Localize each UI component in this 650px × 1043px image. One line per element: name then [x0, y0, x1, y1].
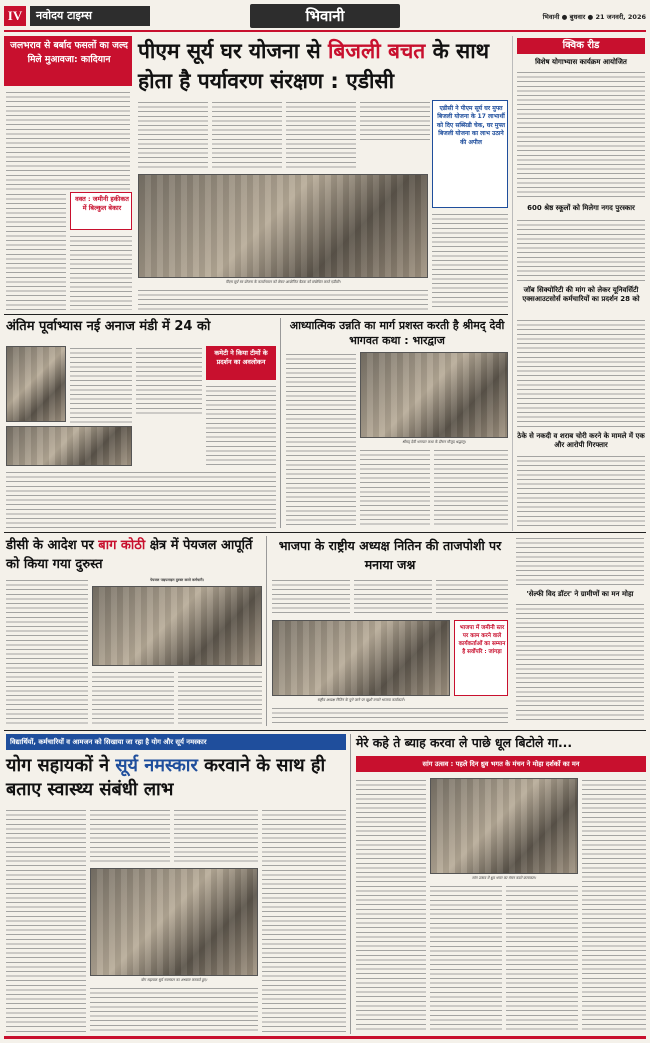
- footer-rule: [4, 1036, 646, 1039]
- masthead: [0, 0, 650, 34]
- bhagwat-body-col2: [360, 448, 430, 528]
- lead-headline-part2: के साथ होता है पर्यावरण संरक्षण : एडीसी: [138, 39, 490, 93]
- dc-photo-caption: पेयजल पाइपलाइन दुरुस्त करते कर्मचारी।: [150, 578, 204, 582]
- column-divider-1: [280, 318, 281, 528]
- bhagwat-photo-caption: श्रीमद् देवी भागवत कथा के दौरान मौजूद श्रद्धालु।: [402, 440, 466, 444]
- yoga-body-col2: [90, 808, 170, 864]
- saang-body-col4: [582, 778, 646, 1032]
- quick-read-title: क्विक रीड: [517, 38, 645, 54]
- dc-headline-part1: डीसी के आदेश पर: [6, 538, 99, 553]
- left-inset-headline: वक्त : जमीनी हकीकत में बिल्कुल बेकार: [75, 195, 129, 212]
- section-rule-3: [4, 730, 646, 731]
- bjp-headline: भाजपा के राष्ट्रीय अध्यक्ष नितिन की ताजपोशी पर मनाया जश्न: [278, 538, 502, 572]
- yoga-photo-caption: योग सहायक सूर्य नमस्कार का अभ्यास करवाते हुए।: [140, 978, 208, 982]
- yoga-body-col1: [6, 808, 86, 1032]
- quick-read-body2: [517, 218, 645, 282]
- dc-photo: [92, 586, 262, 666]
- yoga-photo: [90, 868, 258, 976]
- quick-read-item1: विशेष योगाभ्यास कार्यक्रम आयोजित: [535, 58, 627, 66]
- saang-subhead-bar: [356, 756, 646, 772]
- dc-body-col2: [92, 670, 174, 724]
- lead-photo: [138, 174, 428, 278]
- lead-body-col2: [212, 100, 282, 170]
- yoga-body-col4: [174, 808, 258, 864]
- yoga-headline: [6, 754, 346, 802]
- dc-body-col1: [6, 578, 88, 724]
- bhagwat-photo: [360, 352, 508, 438]
- section-rule-1: [4, 314, 508, 315]
- column-divider-3: [350, 734, 351, 1034]
- mandi-inset-box: [206, 346, 276, 380]
- yoga-kicker: विद्यार्थियों, कर्मचारियों व आमजन को सिखाया जा रहा है योग और सूर्य नमस्कार: [10, 738, 207, 746]
- left-inset-box: [70, 192, 132, 230]
- bjp-body-col1: [272, 578, 350, 616]
- lead-body-col1: [138, 100, 208, 170]
- quick-read-body4: [517, 454, 645, 528]
- saang-headline: मेरे कहे ते ब्याह करवा ले पाछे धूल बिटोले गा...: [356, 735, 573, 750]
- yoga-headline-part2: करवाने के साथ ही बताए स्वास्थ्य संबंधी लाभ: [6, 755, 326, 800]
- page-date: भिवानी ● बुधवार ● 21 जनवरी, 2026: [542, 13, 646, 21]
- yoga-headline-part1: योग सहायकों ने: [6, 755, 116, 776]
- bjp-body-bottom: [272, 706, 508, 726]
- quick-read-item3: जॉब सिक्योरिटी की मांग को लेकर यूनिवर्सिटी एक्सआउटसोर्स कर्मचारियों का प्रदर्शन 28 को: [522, 286, 640, 303]
- bhagwat-body-col1: [286, 352, 356, 528]
- lead-inset-box: [432, 100, 508, 208]
- mandi-body-col2: [136, 346, 202, 414]
- lead-body-col6: [138, 288, 428, 310]
- mandi-headline: अंतिम पूर्वाभ्यास नई अनाज मंडी में 24 को: [6, 319, 211, 334]
- saang-subhead: सांग उत्सव : पहले दिन ध्रुव भगत के मंचन ने मोहा दर्शकों का मन: [422, 760, 580, 768]
- quick-read-body1: [517, 70, 645, 200]
- masthead-rule: [4, 30, 646, 32]
- saang-body-col3: [506, 884, 578, 1032]
- quick-read-body3: [517, 318, 645, 428]
- left-story-headline-box: [4, 36, 132, 86]
- quick-read-body5: [516, 536, 644, 586]
- left-story-body: [6, 90, 130, 190]
- bjp-body-col3: [436, 578, 508, 616]
- saang-body-col2: [430, 884, 502, 1032]
- lead-body-col4: [360, 100, 430, 140]
- mandi-photo-small: [6, 346, 66, 422]
- lead-photo-caption: पीएम सूर्य घर योजना के कार्यान्वयन को लेकर आयोजित बैठक को संबोधित करते एडीसी।: [225, 280, 341, 284]
- bhagwat-body-col3: [434, 448, 508, 528]
- yoga-headline-highlight: सूर्य नमस्कार: [115, 755, 198, 776]
- section-title: भिवानी: [250, 4, 400, 28]
- saang-photo-caption: सांग उत्सव में ध्रुव भगत का मंचन करते कलाकार।: [472, 876, 536, 880]
- lead-headline: [138, 36, 508, 96]
- yoga-kicker-bar: [6, 734, 346, 750]
- bjp-inset-headline: भाजपा में जमीनी स्तर पर काम करने वाले कार्यकर्ताओं का सम्मान है सर्वोपरि : जांगड़ा: [458, 625, 506, 655]
- column-divider-2: [266, 536, 267, 726]
- dc-body-col3: [178, 670, 262, 724]
- quick-read-item2: 600 श्रेष्ठ स्कूलों को मिलेगा नगद पुरस्कार: [527, 204, 635, 212]
- quick-read-item4: ठेके से नकदी व शराब चोरी करने के मामले में एक और आरोपी गिरफ्तार: [517, 432, 645, 449]
- bjp-body-col2: [354, 578, 432, 616]
- quick-read-item5: 'सेल्फी विद डॉटर' ने ग्रामीणों का मन मोहा: [526, 590, 634, 598]
- quick-read-body6: [516, 602, 644, 722]
- paper-name: नवोदय टाइम्स: [30, 6, 150, 26]
- lead-headline-highlight: बिजली बचत: [327, 39, 426, 63]
- bhagwat-headline: आध्यात्मिक उन्नति का मार्ग प्रशस्त करती है श्रीमद् देवी भागवत कथा : भारद्वाज: [289, 319, 505, 347]
- bjp-photo: [272, 620, 450, 696]
- saang-photo: [430, 778, 578, 874]
- mandi-body-col3: [206, 384, 276, 466]
- left-story-body-2: [6, 192, 66, 310]
- yoga-body-col3: [90, 986, 258, 1032]
- dc-headline: [6, 536, 262, 574]
- left-story-body-3: [70, 234, 132, 310]
- yoga-body-col5: [262, 808, 346, 1032]
- left-story-headline: जलभराव से बर्बाद फसलों का जल्द मिले मुआवजा: कादियान: [10, 40, 128, 65]
- lead-headline-part1: पीएम सूर्य घर योजना से: [138, 39, 328, 63]
- quick-read-column: [512, 36, 646, 531]
- lead-inset-headline: एडीसी ने पीएम सूर्य घर मुफ्त बिजली योजना के 17 लाभार्थी को दिए सब्सिडी चेक, घर मुफ्त बिजली योजना का लाभ उठाने की अपील: [436, 105, 506, 146]
- bjp-inset-box: [454, 620, 508, 696]
- mandi-photo-large: [6, 426, 132, 466]
- lead-body-col3: [286, 100, 356, 170]
- section-rule-2: [4, 532, 646, 533]
- saang-body-col1: [356, 778, 426, 1032]
- page-number: IV: [4, 6, 26, 26]
- mandi-body-bottom: [6, 470, 276, 528]
- dc-headline-part2: क्षेत्र में पेयजल आपूर्ति को किया गया दुरुस्त: [6, 538, 253, 572]
- lead-body-col5: [432, 212, 508, 308]
- bjp-photo-caption: राष्ट्रीय अध्यक्ष नितिन के चुने जाने पर खुशी मनाते भाजपा कार्यकर्ता।: [317, 698, 405, 702]
- mandi-inset-headline: कमेटी ने किया टीमों के प्रदर्शन का अवलोकन: [214, 349, 268, 366]
- dc-headline-highlight: बाग कोठी: [98, 538, 146, 553]
